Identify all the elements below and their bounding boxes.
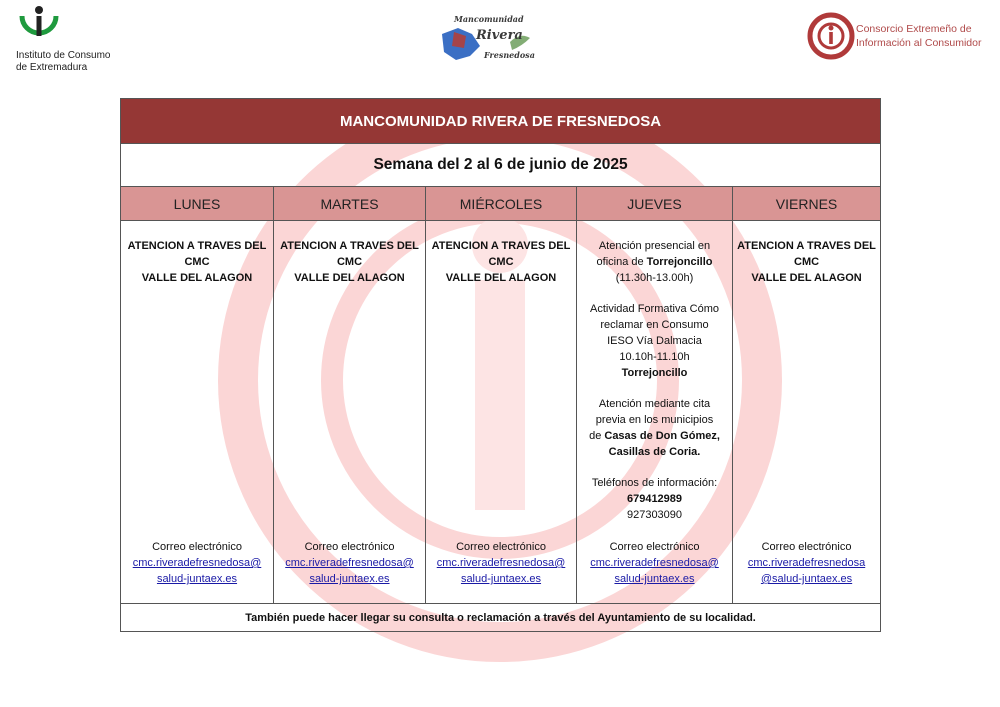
cmc-line1: ATENCION A TRAVES DEL <box>280 240 419 252</box>
email-label: Correo electrónico <box>304 541 395 553</box>
footer-note: También puede hacer llegar su consulta o reclamación a través del Ayuntamiento de su localidad. <box>121 604 881 632</box>
email-link[interactable]: cmc.riveradefresnedosa@ salud-juntaex.es <box>436 557 566 585</box>
day-header-viernes: VIERNES <box>733 187 881 221</box>
jueves-p2-d: 10.10h-11.10h <box>619 351 690 363</box>
phone-1: 679412989 <box>626 493 683 505</box>
email-link[interactable]: cmc.riveradefresnedosa @salud-juntaex.es <box>747 557 866 585</box>
phone-2: 927303090 <box>626 509 683 521</box>
jueves-p1-a: Atención presencial en <box>598 240 711 252</box>
cmc-line2: CMC <box>794 256 820 268</box>
jueves-p3-a: Atención mediante cita <box>598 398 711 410</box>
consorcio-icon <box>806 10 856 62</box>
mancomunidad-logo-text: Mancomunidad <box>454 14 524 24</box>
cmc-line3: VALLE DEL ALAGON <box>445 272 557 284</box>
day-header-martes: MARTES <box>274 187 426 221</box>
jueves-p2-e: Torrejoncillo <box>621 367 688 379</box>
consorcio-line2: Información al Consumidor <box>856 37 982 49</box>
cmc-line3: VALLE DEL ALAGON <box>751 272 862 284</box>
email-label: Correo electrónico <box>456 541 546 553</box>
rivera-logo-text: Rivera <box>476 28 523 43</box>
jueves-p1-b: oficina de Torrejoncillo <box>596 256 713 268</box>
cmc-line1: ATENCION A TRAVES DEL <box>431 240 571 252</box>
table-title: MANCOMUNIDAD RIVERA DE FRESNEDOSA <box>121 99 881 144</box>
cmc-line1: ATENCION A TRAVES DEL <box>127 240 267 252</box>
email-label: Correo electrónico <box>152 541 242 553</box>
instituto-name-line2: de Extremadura <box>16 62 88 73</box>
cmc-line2: CMC <box>184 256 210 268</box>
cmc-line2: CMC <box>488 256 514 268</box>
email-label: Correo electrónico <box>609 541 700 553</box>
consorcio-logo <box>806 8 996 64</box>
jueves-p2-b: reclamar en Consumo <box>600 319 709 331</box>
cmc-line3: VALLE DEL ALAGON <box>141 272 253 284</box>
day-header-miercoles: MIÉRCOLES <box>426 187 577 221</box>
cmc-line2: CMC <box>336 256 363 268</box>
jueves-p2-a: Actividad Formativa Cómo <box>590 303 719 315</box>
day-header-jueves: JUEVES <box>577 187 733 221</box>
cell-miercoles <box>426 221 577 604</box>
schedule-table <box>120 98 881 632</box>
jueves-p4-a: Teléfonos de información: <box>591 477 718 489</box>
jueves-p3-c: de Casas de Don Gómez, <box>589 430 720 442</box>
cmc-line1: ATENCION A TRAVES DEL <box>737 240 876 252</box>
consorcio-line1: Consorcio Extremeño de <box>856 23 972 35</box>
email-link[interactable]: cmc.riveradefresnedosa@ salud-juntaex.es <box>132 557 262 585</box>
email-link[interactable]: cmc.riveradefresnedosa@ salud-juntaex.es <box>590 557 719 585</box>
jueves-p2-c: IESO Vía Dalmacia <box>607 335 702 347</box>
cmc-line3: VALLE DEL ALAGON <box>294 272 405 284</box>
cell-viernes <box>733 221 881 604</box>
day-header-lunes: LUNES <box>121 187 274 221</box>
jueves-p3-b: previa en los municipios <box>595 414 714 426</box>
instituto-consumo-logo <box>14 4 134 76</box>
jueves-p1-c: (11.30h-13.00h) <box>615 272 694 284</box>
cell-lunes <box>121 221 274 604</box>
week-heading: Semana del 2 al 6 de junio de 2025 <box>121 144 881 187</box>
fresnedosa-logo-text: Fresnedosa <box>484 50 535 60</box>
jueves-p3-d: Casillas de Coria. <box>608 446 701 458</box>
email-label: Correo electrónico <box>761 541 852 553</box>
email-link[interactable]: cmc.riveradefresnedosa@ salud-juntaex.es <box>285 557 414 585</box>
instituto-name-line1: Instituto de Consumo <box>16 50 111 61</box>
instituto-consumo-icon <box>14 4 64 48</box>
mancomunidad-logo <box>436 12 536 66</box>
cell-martes <box>274 221 426 604</box>
cell-jueves <box>577 221 733 604</box>
